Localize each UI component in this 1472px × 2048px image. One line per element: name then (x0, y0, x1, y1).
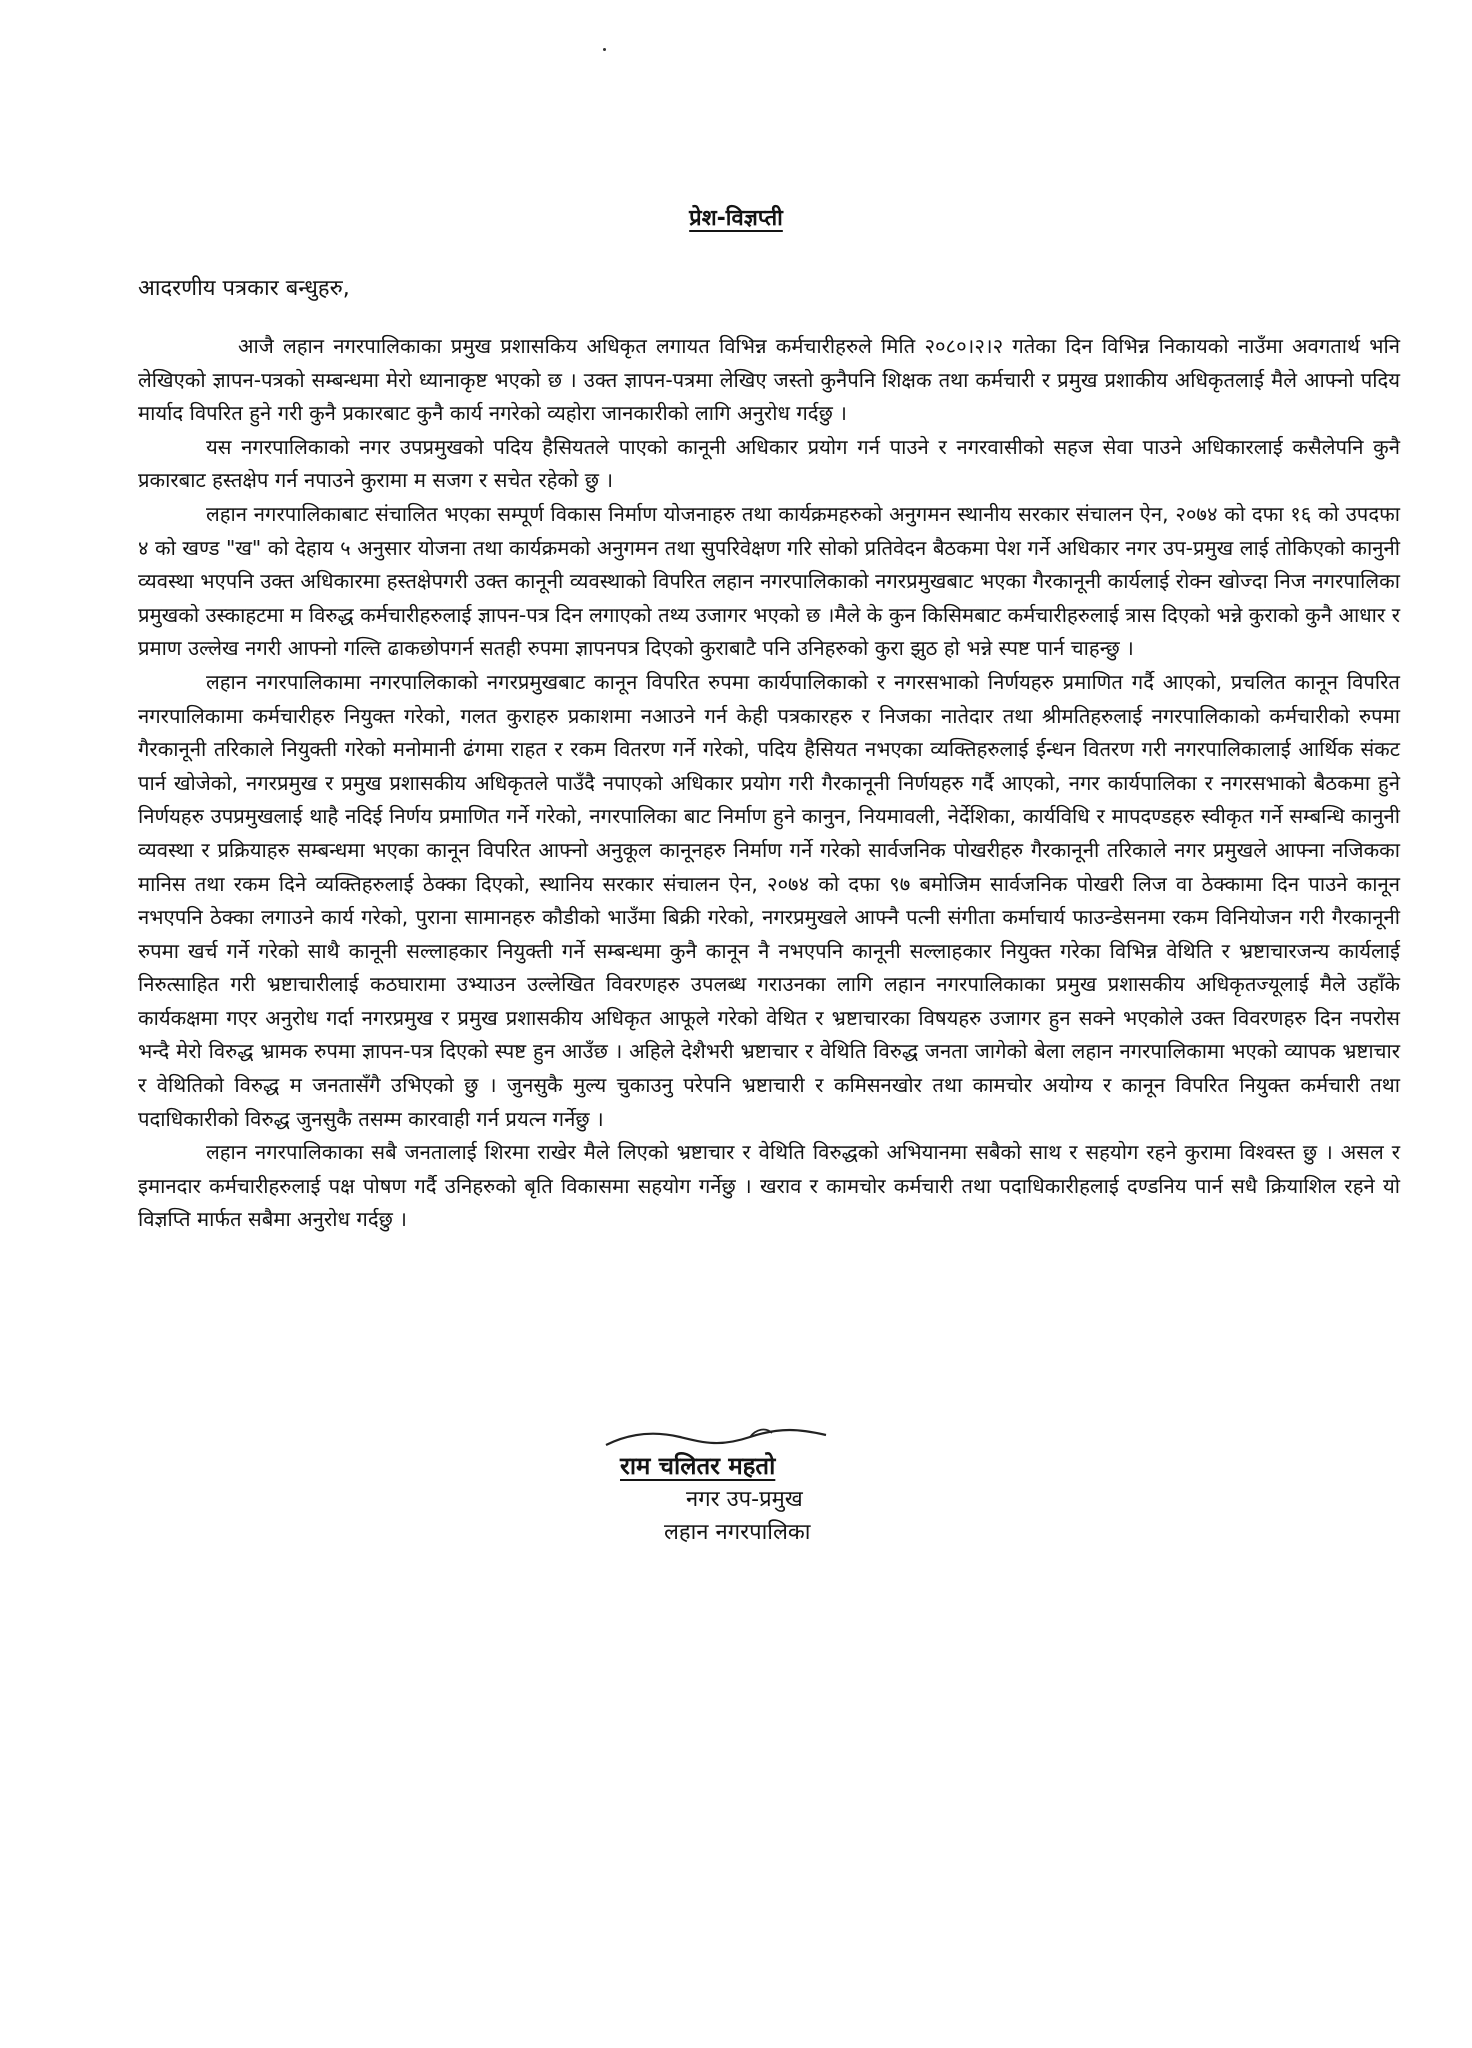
signature-stroke (600, 1425, 830, 1453)
paragraph-3: लहान नगरपालिकाबाट संचालित भएका सम्पूर्ण विकास निर्माण योजनाहरु तथा कार्यक्रमहरुको अनुगमन स्थानीय सरकार संचालन ऐन, २०७४ को दफा १६ को उपदफा ४ को खण्ड "ख" को देहाय ५ अनुसार योजना तथा कार्यक्रमको अनुगमन तथा सुपरिवेक्षण गरि सोको प्रतिवेदन बैठकमा पेश गर्ने अधिकार नगर उप-प्रमुख लाई तोकिएको कानुनी व्यवस्था भएपनि उक्त अधिकारमा हस्तक्षेपगरी उक्त कानूनी व्यवस्थाको विपरित लहान नगरपालिकाको नगरप्रमुखबाट भएका गैरकानूनी कार्यलाई रोक्न खोज्दा निज नगरपालिका प्रमुखको उस्काहटमा म विरुद्ध कर्मचारीहरुलाई ज्ञापन-पत्र दिन लगाएको तथ्य उजागर भएको छ ।मैले के कुन किसिमबाट कर्मचारीहरुलाई त्रास दिएको भन्ने कुराको कुनै आधार र प्रमाण उल्लेख नगरी आफ्नो गल्ति ढाकछोपगर्न सतही रुपमा ज्ञापनपत्र दिएको कुराबाटै पनि उनिहरुको कुरा झुठ हो भन्ने स्पष्ट पार्न चाहन्छु । (138, 501, 1400, 661)
paragraph-4: लहान नगरपालिकामा नगरपालिकाको नगरप्रमुखबाट कानून विपरित रुपमा कार्यपालिकाको र नगरसभाको निर्णयहरु प्रमाणित गर्दै आएको, प्रचलित कानून विपरित नगरपालिकामा कर्मचारीहरु नियुक्त गरेको, गलत कुराहरु प्रकाशमा नआउने गर्न केही पत्रकारहरु र निजका नातेदार तथा श्रीमतिहरुलाई नगरपालिकाको कर्मचारीको रुपमा गैरकानूनी तरिकाले नियुक्ती गरेको मनोमानी ढंगमा राहत र रकम वितरण गर्ने गरेको, पदिय हैसियत नभएका व्यक्तिहरुलाई ईन्धन वितरण गरी नगरपालिकालाई आर्थिक संकट पार्न खोजेको, नगरप्रमुख र प्रमुख प्रशासकीय अधिकृतले पाउँदै नपाएको अधिकार प्रयोग गरी गैरकानूनी निर्णयहरु गर्दै आएको, नगर कार्यपालिका र नगरसभाको बैठकमा हुने निर्णयहरु उपप्रमुखलाई थाहै नदिई निर्णय प्रमाणित गर्ने गरेको, नगरपालिका बाट निर्माण हुने कानुन, नियमावली, नेर्देशिका, कार्यविधि र मापदण्डहरु स्वीकृत गर्ने सम्बन्धि कानुनी व्यवस्था र प्रक्रियाहरु सम्बन्धमा भएका कानून विपरित आफ्नो अनुकूल कानूनहरु निर्माण गर्ने गरेको सार्वजनिक पोखरीहरु गैरकानूनी तरिकाले नगर प्रमुखले आफ्ना नजिकका मानिस तथा रकम दिने व्यक्तिहरुलाई ठेक्का दिएको, स्थानिय सरकार संचालन ऐन, २०७४ को दफा ९७ बमोजिम सार्वजनिक पोखरी लिज वा ठेक्कामा दिन पाउने कानून नभएपनि ठेक्का लगाउने कार्य गरेको, पुराना सामानहरु कौडीको भाउँमा बिक्री गरेको, नगरप्रमुखले आफ्नै पत्नी संगीता कर्माचार्य फाउन्डेसनमा रकम विनियोजन गरी गैरकानूनी रुपमा खर्च गर्ने गरेको साथै कानूनी सल्लाहकार नियुक्ती गर्ने सम्बन्धमा कुनै कानून नै नभएपनि कानूनी सल्लाहकार नियुक्त गरेका विभिन्न वेथिति र भ्रष्टाचारजन्य कार्यलाई निरुत्साहित गरी भ्रष्टाचारीलाई कठघारामा उभ्याउन उल्लेखित विवरणहरु उपलब्ध गराउनका लागि लहान नगरपालिकाका प्रमुख प्रशासकीय अधिकृतज्यूलाई मैले उहाँके कार्यकक्षमा गएर अनुरोध गर्दा नगरप्रमुख र प्रमुख प्रशासकीय अधिकृत आफूले गरेको वेथित र भ्रष्टाचारका विषयहरु उजागर हुन सक्ने भएकोले उक्त विवरणहरु दिन नपरोस भन्दै मेरो विरुद्ध भ्रामक रुपमा ज्ञापन-पत्र दिएको स्पष्ट हुन आउँछ । अहिले देशैभरी भ्रष्टाचार र वेथिति विरुद्ध जनता जागेको बेला लहान नगरपालिकामा भएको व्यापक भ्रष्टाचार र वेथितिको विरुद्ध म जनतासँगै उभिएको छु । जुनसुकै मुल्य चुकाउनु परेपनि भ्रष्टाचारी र कमिसनखोर तथा कामचोर अयोग्य र कानून विपरित नियुक्त कर्मचारी तथा पदाधिकारीको विरुद्ध जुनसुकै तसम्म कारवाही गर्न प्रयत्न गर्नेछु । (138, 669, 1400, 1131)
paragraph-1: आजै लहान नगरपालिकाका प्रमुख प्रशासकिय अधिकृत लगायत विभिन्न कर्मचारीहरुले मिति २०८०।२।२ गतेका दिन विभिन्न निकायको नाउँमा अवगतार्थ भनि लेखिएको ज्ञापन-पत्रको सम्बन्धमा मेरो ध्यानाकृष्ट भएको छ । उक्त ज्ञापन-पत्रमा लेखिए जस्तो कुनैपनि शिक्षक तथा कर्मचारी र प्रमुख प्रशाकीय अधिकृतलाई मैले आफ्नो पदिय मार्याद विपरित हुने गरी कुनै प्रकारबाट कुनै कार्य नगरेको व्यहोरा जानकारीको लागि अनुरोध गर्दछु । (138, 334, 1400, 426)
scan-speck (603, 48, 606, 51)
paragraph-5: लहान नगरपालिकाका सबै जनतालाई शिरमा राखेर मैले लिएको भ्रष्टाचार र वेथिति विरुद्धको अभियानमा सबैको साथ र सहयोग रहने कुरामा विश्वस्त छु । असल र इमानदार कर्मचारीहरुलाई पक्ष पोषण गर्दै उनिहरुको बृति विकासमा सहयोग गर्नेछु । खराव र कामचोर कर्मचारी तथा पदाधिकारीहलाई दण्डनिय पार्न सधै क्रियाशिल रहने यो विज्ञप्ति मार्फत सबैमा अनुरोध गर्दछु । (138, 1140, 1400, 1232)
signatory-organization: लहान नगरपालिका (664, 1520, 811, 1545)
signatory-name: राम चलितर महतो (620, 1452, 776, 1480)
signature-block (620, 1450, 920, 1549)
paragraph-2: यस नगरपालिकाको नगर उपप्रमुखको पदिय हैसियतले पाएको कानूनी अधिकार प्रयोग गर्न पाउने र नगरवासीको सहज सेवा पाउने अधिकारलाई कसैलेपनि कुनै प्रकारबाट हस्तक्षेप गर्न नपाउने कुरामा म सजग र सचेत रहेको छु । (138, 434, 1400, 493)
salutation: आदरणीय पत्रकार बन्धुहरु, (138, 276, 350, 301)
signatory-post: नगर उप-प्रमुख (686, 1487, 803, 1512)
document-body (138, 330, 1400, 1237)
document-title (0, 202, 1472, 232)
title-text: प्रेश-विज्ञप्ती (689, 206, 783, 231)
handwritten-signature (600, 1425, 830, 1453)
